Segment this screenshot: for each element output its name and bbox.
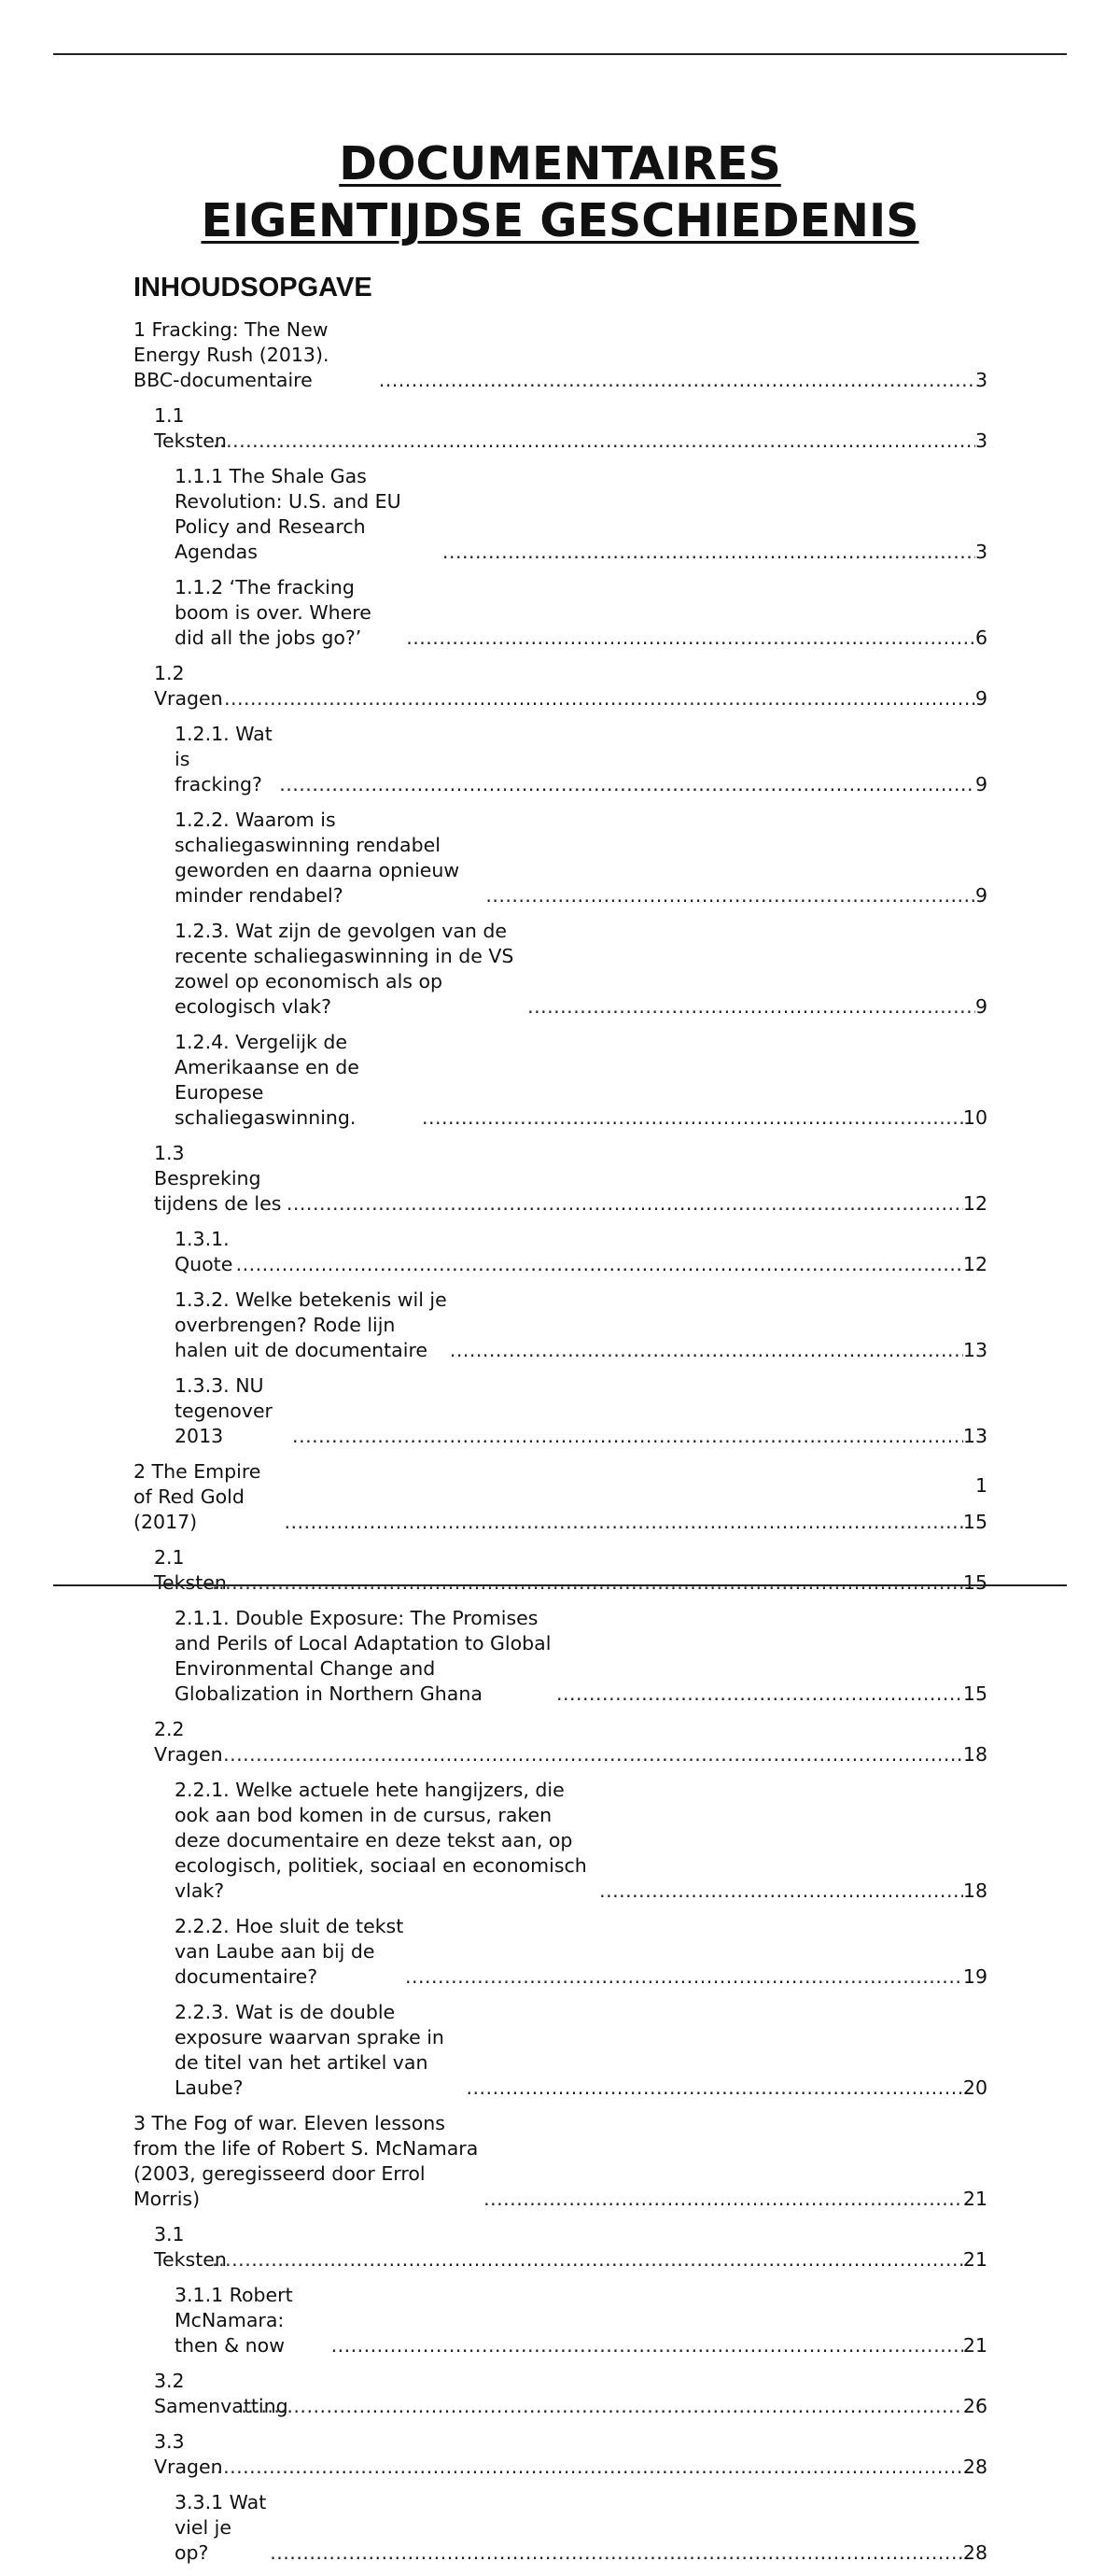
title-line-1: DOCUMENTAIRES [339, 137, 781, 190]
toc-entry-text: 2.2 Vragen [154, 1718, 223, 1766]
toc-entry[interactable] [133, 1459, 987, 1535]
toc-entry-text: 1.3.1. Quote [175, 1228, 233, 1275]
toc-entry-text: 1.1.2 ‘The fracking boom is over. Where did all the jobs go?’ [175, 576, 371, 649]
toc-entry[interactable] [133, 575, 987, 651]
toc-page-number: 26 [962, 2395, 987, 2417]
toc-entry[interactable] [133, 2429, 987, 2480]
toc-leader-dots [467, 2076, 963, 2101]
toc-page-number: 21 [962, 2248, 987, 2271]
toc-entry[interactable] [133, 919, 987, 1020]
toc-entry-text: 1.3.3. NU tegenover 2013 [175, 1374, 273, 1447]
toc-leader-dots [212, 1570, 963, 1596]
toc-entry[interactable] [133, 1606, 987, 1707]
toc-entry[interactable] [133, 1914, 987, 1990]
toc-entry[interactable] [133, 2000, 987, 2101]
toc-leader-dots [485, 883, 975, 908]
toc-leader-dots [331, 2333, 963, 2358]
toc-page-number: 9 [974, 884, 987, 907]
toc-entry-text: 1.2.3. Wat zijn de gevolgen van de recente schaliegaswinning in de VS zowel op economisch als op ecologisch vlak? [175, 920, 514, 1018]
toc-page-number: 12 [962, 1253, 987, 1275]
toc-page-number: 3 [974, 369, 987, 391]
toc-page-number: 21 [962, 2334, 987, 2357]
toc-entry[interactable] [133, 722, 987, 797]
top-rule [53, 53, 1067, 55]
toc-entry[interactable] [133, 317, 987, 393]
bottom-rule [53, 1584, 1067, 1586]
toc-page-number: 28 [962, 2541, 987, 2564]
toc-leader-dots [285, 1510, 963, 1535]
toc-entry[interactable] [133, 2369, 987, 2419]
toc-entry-text: 1.3.2. Welke betekenis wil je overbrengen? Rode lijn halen uit de documentaire [175, 1288, 447, 1361]
toc-leader-dots [422, 1105, 963, 1131]
toc-leader-dots [483, 2187, 963, 2212]
toc-entry[interactable] [133, 2490, 987, 2566]
title-line-2: EIGENTIJDSE GESCHIEDENIS [201, 194, 919, 247]
toc-page-number: 18 [962, 1743, 987, 1766]
toc-page-number: 3 [974, 541, 987, 563]
toc-page-number: 6 [974, 626, 987, 649]
toc-entry-text: 1 Fracking: The New Energy Rush (2013). BBC-documentaire [133, 318, 329, 391]
toc-entry-text: 3 The Fog of war. Eleven lessons from the life of Robert S. McNamara (2003, geregisseerd door Errol Morris) [133, 2112, 479, 2210]
toc-page-number: 9 [974, 687, 987, 710]
toc-entry-text: 3.3.1 Wat viel je op? [175, 2491, 267, 2564]
toc-entry-text: 2.2.2. Hoe sluit de tekst van Laube aan bij de documentaire? [175, 1915, 404, 1988]
toc-entry[interactable] [133, 1030, 987, 1131]
toc-entry-text: 1.1 Teksten [154, 404, 227, 452]
toc-page-number: 13 [962, 1425, 987, 1447]
toc-entry-text: 2.1 Teksten [154, 1546, 227, 1594]
toc-entry-text: 2.1.1. Double Exposure: The Promises and Perils of Local Adaptation to Global Environmental Change and Globalization in Northern Ghana [175, 1607, 552, 1705]
toc-entry-text: 2.2.1. Welke actuele hete hangijzers, die ook aan bod komen in de cursus, raken deze documentaire en deze tekst aan, op ecologisch, politiek, sociaal en economisch vlak? [175, 1779, 587, 1902]
toc-entry[interactable] [133, 808, 987, 908]
toc-leader-dots [379, 368, 975, 393]
toc-leader-dots [450, 1338, 963, 1363]
toc-entry-text: 1.1.1 The Shale Gas Revolution: U.S. and EU Policy and Research Agendas [175, 465, 401, 563]
toc-page-number: 9 [974, 995, 987, 1018]
toc-leader-dots [270, 2541, 963, 2566]
toc-page-number: 28 [962, 2456, 987, 2478]
toc-leader-dots [527, 994, 975, 1020]
toc-leader-dots [406, 626, 975, 651]
toc-page-number: 12 [962, 1192, 987, 1215]
toc-leader-dots [599, 1879, 963, 1904]
toc-leader-dots [556, 1682, 963, 1707]
toc-leader-dots [236, 1252, 963, 1277]
toc-entry-text: 1.2.1. Wat is fracking? [175, 723, 273, 795]
toc-entry-text: 3.3 Vragen [154, 2430, 223, 2478]
toc-page-number: 15 [962, 1682, 987, 1705]
toc-entry[interactable] [133, 2111, 987, 2212]
toc-leader-dots [442, 540, 975, 565]
toc-page-number: 18 [962, 1879, 987, 1902]
toc-page-number: 15 [962, 1511, 987, 1533]
toc-entry-text: 3.2 Samenvatting [154, 2370, 288, 2417]
toc-page-number: 15 [962, 1571, 987, 1594]
toc-entry-text: 2 The Empire of Red Gold (2017) [133, 1460, 261, 1533]
toc-entry[interactable] [133, 403, 987, 454]
toc-entry[interactable] [133, 1227, 987, 1277]
page-number: 1 [974, 1474, 987, 1497]
toc-entry[interactable] [133, 1141, 987, 1217]
toc-entry[interactable] [133, 661, 987, 711]
toc-leader-dots [279, 772, 975, 797]
toc-page-number: 19 [962, 1965, 987, 1988]
toc-entry[interactable] [133, 1373, 987, 1449]
toc-heading: INHOUDSOPGAVE [133, 273, 372, 303]
toc-entry[interactable] [133, 2283, 987, 2358]
toc-leader-dots [213, 429, 975, 454]
toc-entry-text: 2.2.3. Wat is de double exposure waarvan sprake in de titel van het artikel van Laube? [175, 2001, 444, 2099]
toc-entry[interactable] [133, 464, 987, 565]
toc-page-number: 3 [974, 429, 987, 452]
toc-entry-text: 1.2 Vragen [154, 662, 223, 710]
toc-entry-text: 1.2.2. Waarom is schaliegaswinning rendabel geworden en daarna opnieuw minder rendabel? [175, 809, 460, 907]
toc-page-number: 20 [962, 2076, 987, 2099]
toc-entry-text: 1.2.4. Vergelijk de Amerikaanse en de Europese schaliegaswinning. [175, 1031, 359, 1129]
toc-page-number: 13 [962, 1339, 987, 1361]
table-of-contents [133, 317, 987, 2576]
toc-leader-dots [292, 1424, 963, 1449]
toc-entry-text: 1.3 Bespreking tijdens de les [154, 1142, 282, 1215]
toc-entry[interactable] [133, 1545, 987, 1596]
toc-entry[interactable] [133, 1717, 987, 1767]
toc-page-number: 10 [962, 1106, 987, 1129]
toc-leader-dots [241, 2394, 963, 2419]
toc-leader-dots [212, 2247, 963, 2273]
toc-entry-text: 3.1 Teksten [154, 2223, 227, 2271]
toc-leader-dots [287, 1191, 963, 1217]
toc-leader-dots [210, 1742, 963, 1767]
toc-entry[interactable] [133, 1778, 987, 1904]
toc-entry[interactable] [133, 2222, 987, 2273]
toc-page-number: 21 [962, 2188, 987, 2210]
toc-leader-dots [405, 1964, 963, 1990]
toc-entry-text: 3.1.1 Robert McNamara: then & now [175, 2284, 293, 2357]
toc-leader-dots [211, 686, 975, 711]
toc-page-number: 9 [974, 773, 987, 795]
document-title [131, 135, 989, 249]
toc-entry[interactable] [133, 1288, 987, 1363]
toc-leader-dots [210, 2455, 963, 2480]
